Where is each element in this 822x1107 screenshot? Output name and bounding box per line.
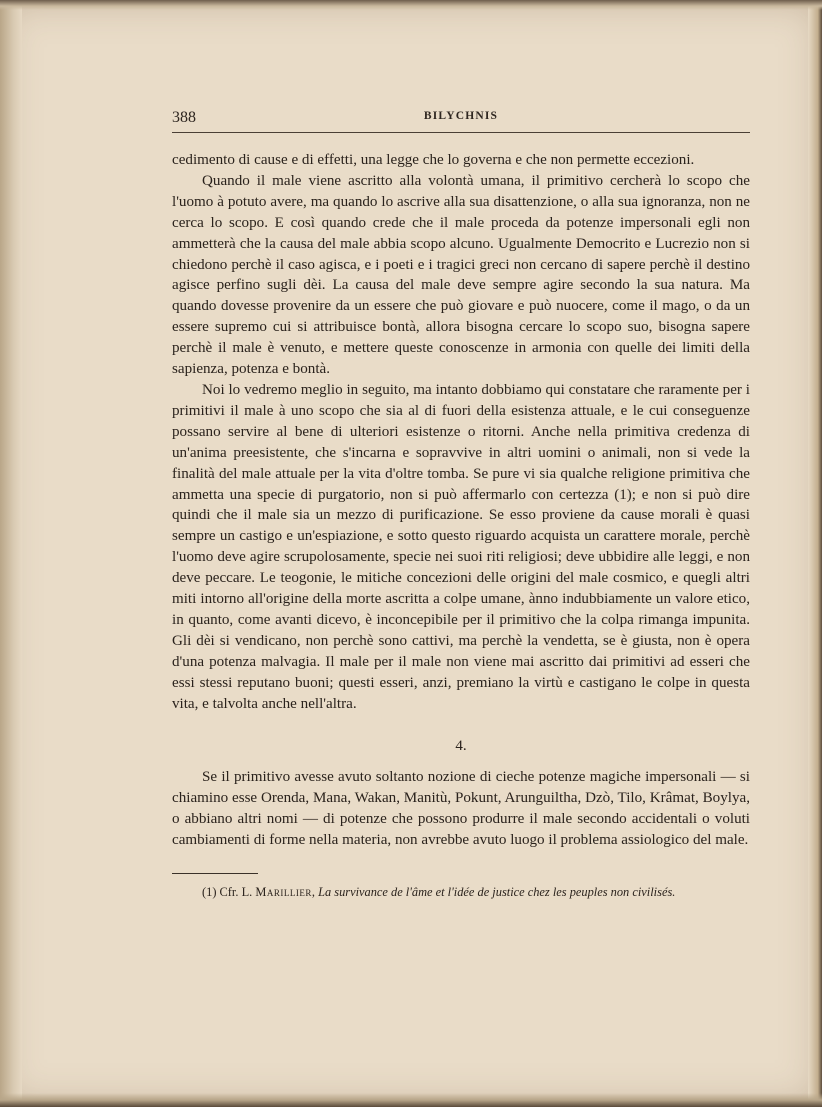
page-header: [172, 108, 750, 133]
page-bottom-edge: [0, 1093, 822, 1107]
body-text: [172, 150, 750, 714]
footnote-1: [172, 884, 750, 900]
footnote-separator: ,: [311, 885, 319, 899]
footnote: [172, 884, 750, 900]
footnote-marker: (1) Cfr. L.: [202, 885, 256, 899]
section-paragraph-1: Se il primitivo avesse avuto soltanto nozione di cieche potenze magiche impersonali — si chiamino esse Orenda, Mana, Wakan, Manitù, Pokunt, Arunguiltha, Dzò, Tilo, Krâmat, Boylya, o abbiano altri nomi — di potenze che possono produrre il male secondo accidentali o voluti cambiamenti di forme nella materia, non avrebbe avuto luogo il problema assiologico del male.: [172, 769, 750, 848]
footnote-author: Marillier: [255, 885, 312, 899]
paragraph-3: Noi lo vedremo meglio in seguito, ma intanto dobbiamo qui constatare che raramente per i primitivi il male à uno scopo che sia al di fuori della esistenza attuale, e le cui conseguenze possano servire al bene di ulteriori esistenze o ritorni. Anche nella primitiva credenza di un'anima preesistente, che s'incarna e sopravvive in altri uomini o animali, non si vede la finalità del male attuale per la vita d'oltre tomba. Se pure vi sia qualche religione primitiva che ammetta una specie di purgatorio, non si può affermarlo con certezza (1); e non si può dire quindi che il male sia un mezzo di purificazione. Se esso proviene da cause morali è quasi sempre un castigo e un'espiazione, e sotto questo riguardo acquista un carattere morale, perchè l'uomo deve agire scrupolosamente, specie nei suoi riti religiosi; deve ubbidire alle leggi, e non deve peccare. Le teogonie, le mitiche concezioni delle origini del male cosmico, e quegli altri miti intorno all'origine della morte ascritta a colpe umane, ànno indubbiamente un valore etico, in quanto, come avanti dicevo, è inconcepibile per il primitivo che la colpa rimanga impunita. Gli dèi si vendicano, non perchè sono cattivi, ma perchè la vendetta, se è giusta, non è opera d'una potenza malvagia. Il male per il male non viene mai ascritto dai primitivi ad esseri che essi stessi reputano buoni; questi esseri, anzi, premiano la virtù e castigano le colpe in questa vita, e talvolta anche nell'altra.: [172, 381, 750, 712]
footnote-rule: [172, 873, 258, 874]
paragraph-1: cedimento di cause e di effetti, una legge che lo governa e che non permette eccezioni.: [172, 152, 695, 168]
page-top-edge: [0, 0, 822, 10]
page-right-edge: [808, 0, 822, 1107]
page-left-edge: [0, 0, 22, 1107]
page-number: 388: [172, 109, 196, 126]
paragraph-2: Quando il male viene ascritto alla volontà umana, il primitivo cercherà lo scopo che l'uomo à potuto avere, ma quando lo ascrive alla sua disattenzione, o alla sua ignoranza, non ne cerca lo scopo. E così quando crede che il male proceda da potenze impersonali egli non ammetterà che la causa del male abbia scopo alcuno. Ugualmente Democrito e Lucrezio non si chiedono perchè il caso agisca, e i poeti e i tragici greci non cercano di sapere perchè il destino agisce perfino sugli dèi. La causa del male deve sempre agire secondo la sua natura. Ma quando dovesse provenire da un essere che può giovare e può nuocere, come il mago, o da un essere supremo cui si attribuisce bontà, allora bisogna cercare lo scopo suo, bisogna sapere perchè il male è venuto, e mettere queste conoscenze in armonia con quelle dei limiti della sapienza, potenza e bontà.: [172, 172, 750, 378]
footnote-title: La survivance de l'âme et l'idée de justice chez les peuples non civilisés.: [318, 885, 676, 899]
section-text: [172, 767, 750, 851]
running-head: BILYCHNIS: [423, 110, 499, 122]
section-number: 4.: [455, 738, 467, 754]
